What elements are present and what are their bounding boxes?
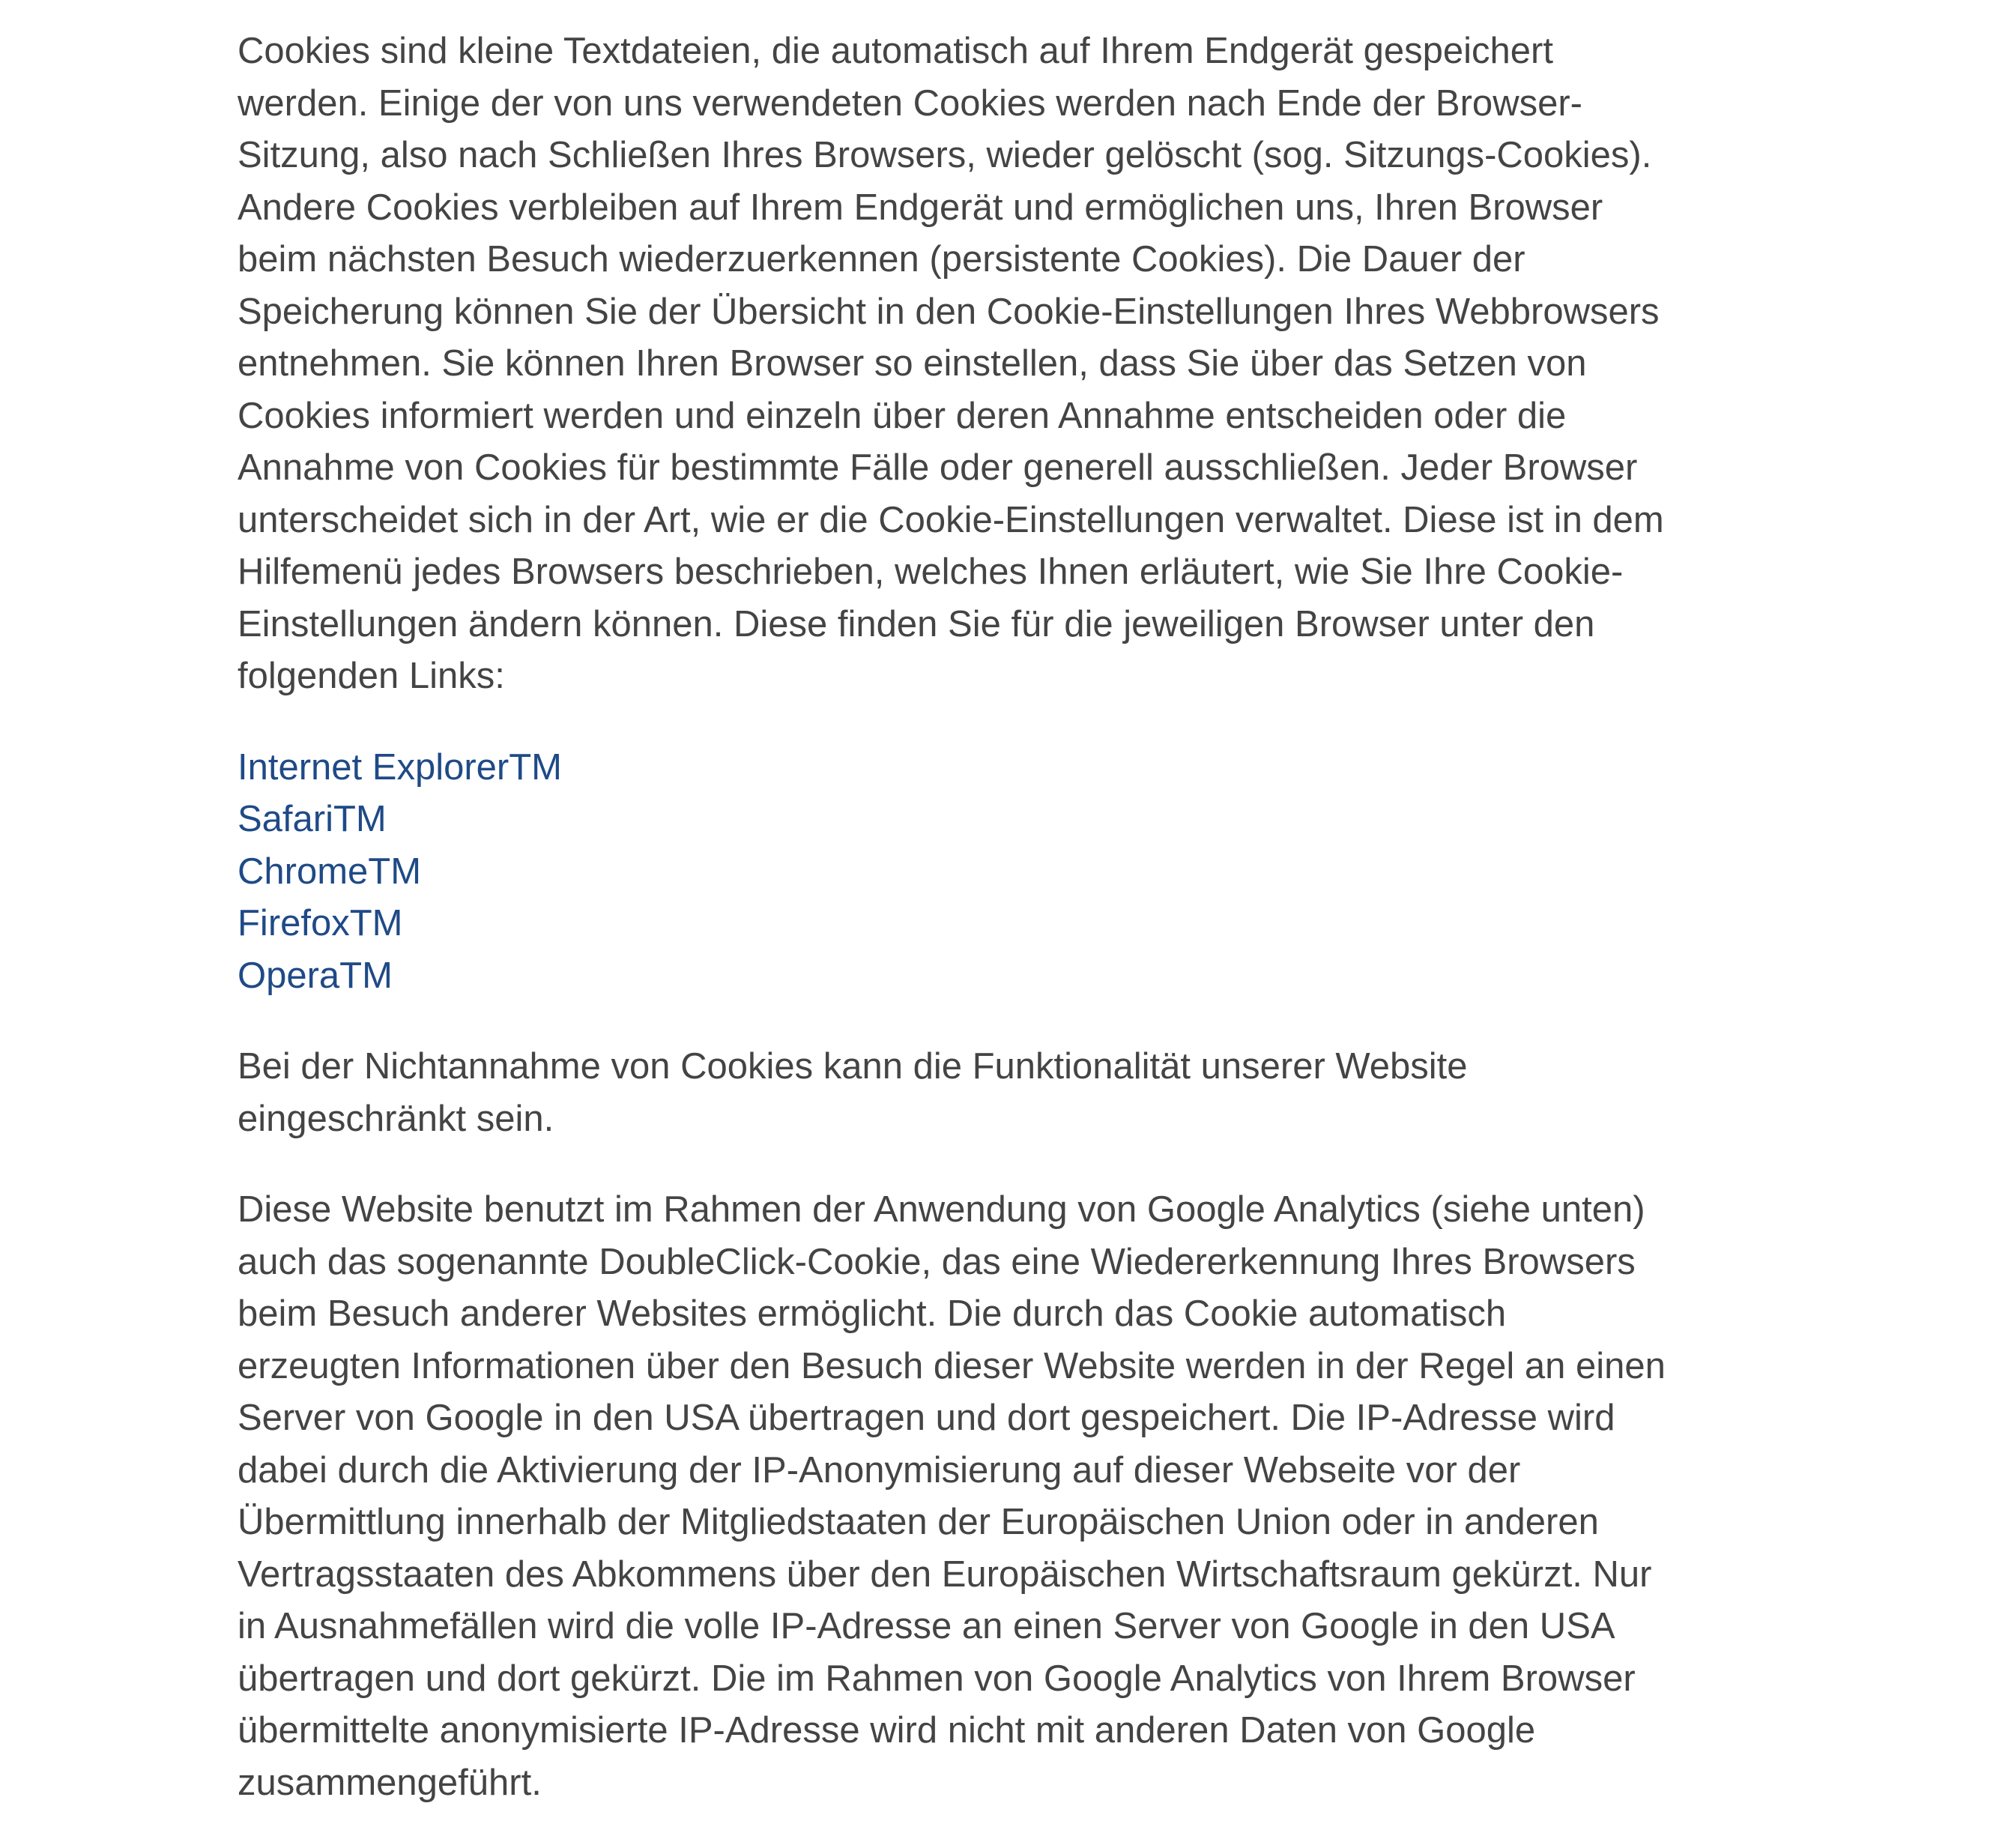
text-line: folgenden Links: [238, 656, 505, 696]
text-line: übertragen und dort gekürzt. Die im Rahmen von Google Analytics von Ihrem Browser [238, 1658, 1636, 1699]
text-line: in Ausnahmefällen wird die volle IP-Adresse an einen Server von Google in den USA [238, 1606, 1615, 1646]
paragraph-cookie-refusal [238, 1041, 1923, 1145]
text-line: beim Besuch anderer Websites ermöglicht. Die durch das Cookie automatisch [238, 1293, 1507, 1334]
text-line: auch das sogenannte DoubleClick-Cookie, das eine Wiedererkennung Ihres Browsers [238, 1241, 1636, 1282]
text-line: unterscheidet sich in der Art, wie er die Cookie-Einstellungen verwaltet. Diese ist in dem [238, 499, 1664, 540]
text-line: erzeugten Informationen über den Besuch dieser Website werden in der Regel an einen [238, 1345, 1666, 1386]
text-line: entnehmen. Sie können Ihren Browser so einstellen, dass Sie über das Setzen von [238, 343, 1587, 384]
link-internet-explorer[interactable]: Internet ExplorerTM [238, 746, 562, 788]
text-line: eingeschränkt sein. [238, 1098, 554, 1139]
text-line: Server von Google in den USA übertragen und dort gespeichert. Die IP-Adresse wird [238, 1398, 1615, 1438]
text-line: übermittelte anonymisierte IP-Adresse wird nicht mit anderen Daten von Google [238, 1710, 1536, 1751]
text-line: Sitzung, also nach Schließen Ihres Browsers, wieder gelöscht (sog. Sitzungs-Cookies). [238, 135, 1652, 175]
paragraph-cookies-intro [238, 25, 1923, 703]
link-chrome[interactable]: ChromeTM [238, 851, 422, 892]
text-line: Hilfemenü jedes Browsers beschrieben, welches Ihnen erläutert, wie Sie Ihre Cookie- [238, 552, 1624, 592]
text-line: dabei durch die Aktivierung der IP-Anonymisierung auf dieser Webseite vor der [238, 1449, 1521, 1491]
link-firefox[interactable]: FirefoxTM [238, 903, 403, 943]
text-line: Cookies informiert werden und einzeln über deren Annahme entscheiden oder die [238, 395, 1567, 436]
text-line: Einstellungen ändern können. Diese finden Sie für die jeweiligen Browser unter den [238, 603, 1595, 644]
link-opera[interactable]: OperaTM [238, 955, 393, 996]
text-line: Bei der Nichtannahme von Cookies kann die Funktionalität unserer Website [238, 1046, 1468, 1087]
text-line: beim nächsten Besuch wiederzuerkennen (persistente Cookies). Die Dauer der [238, 239, 1525, 280]
text-line: Speicherung können Sie der Übersicht in den Cookie-Einstellungen Ihres Webbrowsers [238, 291, 1660, 332]
text-line: zusammengeführt. [238, 1762, 542, 1803]
link-safari[interactable]: SafariTM [238, 799, 387, 839]
text-line: werden. Einige der von uns verwendeten Cookies werden nach Ende der Browser- [238, 82, 1582, 124]
text-line: Übermittlung innerhalb der Mitgliedstaaten der Europäischen Union oder in anderen [238, 1502, 1599, 1542]
text-line: Vertragsstaaten des Abkommens über den Europäischen Wirtschaftsraum gekürzt. Nur [238, 1553, 1652, 1595]
text-line: Cookies sind kleine Textdateien, die automatisch auf Ihrem Endgerät gespeichert [238, 31, 1553, 71]
paragraph-doubleclick [238, 1184, 1923, 1809]
browser-links-list [238, 742, 1923, 1003]
text-line: Diese Website benutzt im Rahmen der Anwendung von Google Analytics (siehe unten) [238, 1189, 1645, 1230]
text-line: Andere Cookies verbleiben auf Ihrem Endgerät und ermöglichen uns, Ihren Browser [238, 187, 1603, 228]
text-line: Annahme von Cookies für bestimmte Fälle oder generell ausschließen. Jeder Browser [238, 447, 1638, 488]
privacy-cookie-section [238, 25, 1923, 1848]
